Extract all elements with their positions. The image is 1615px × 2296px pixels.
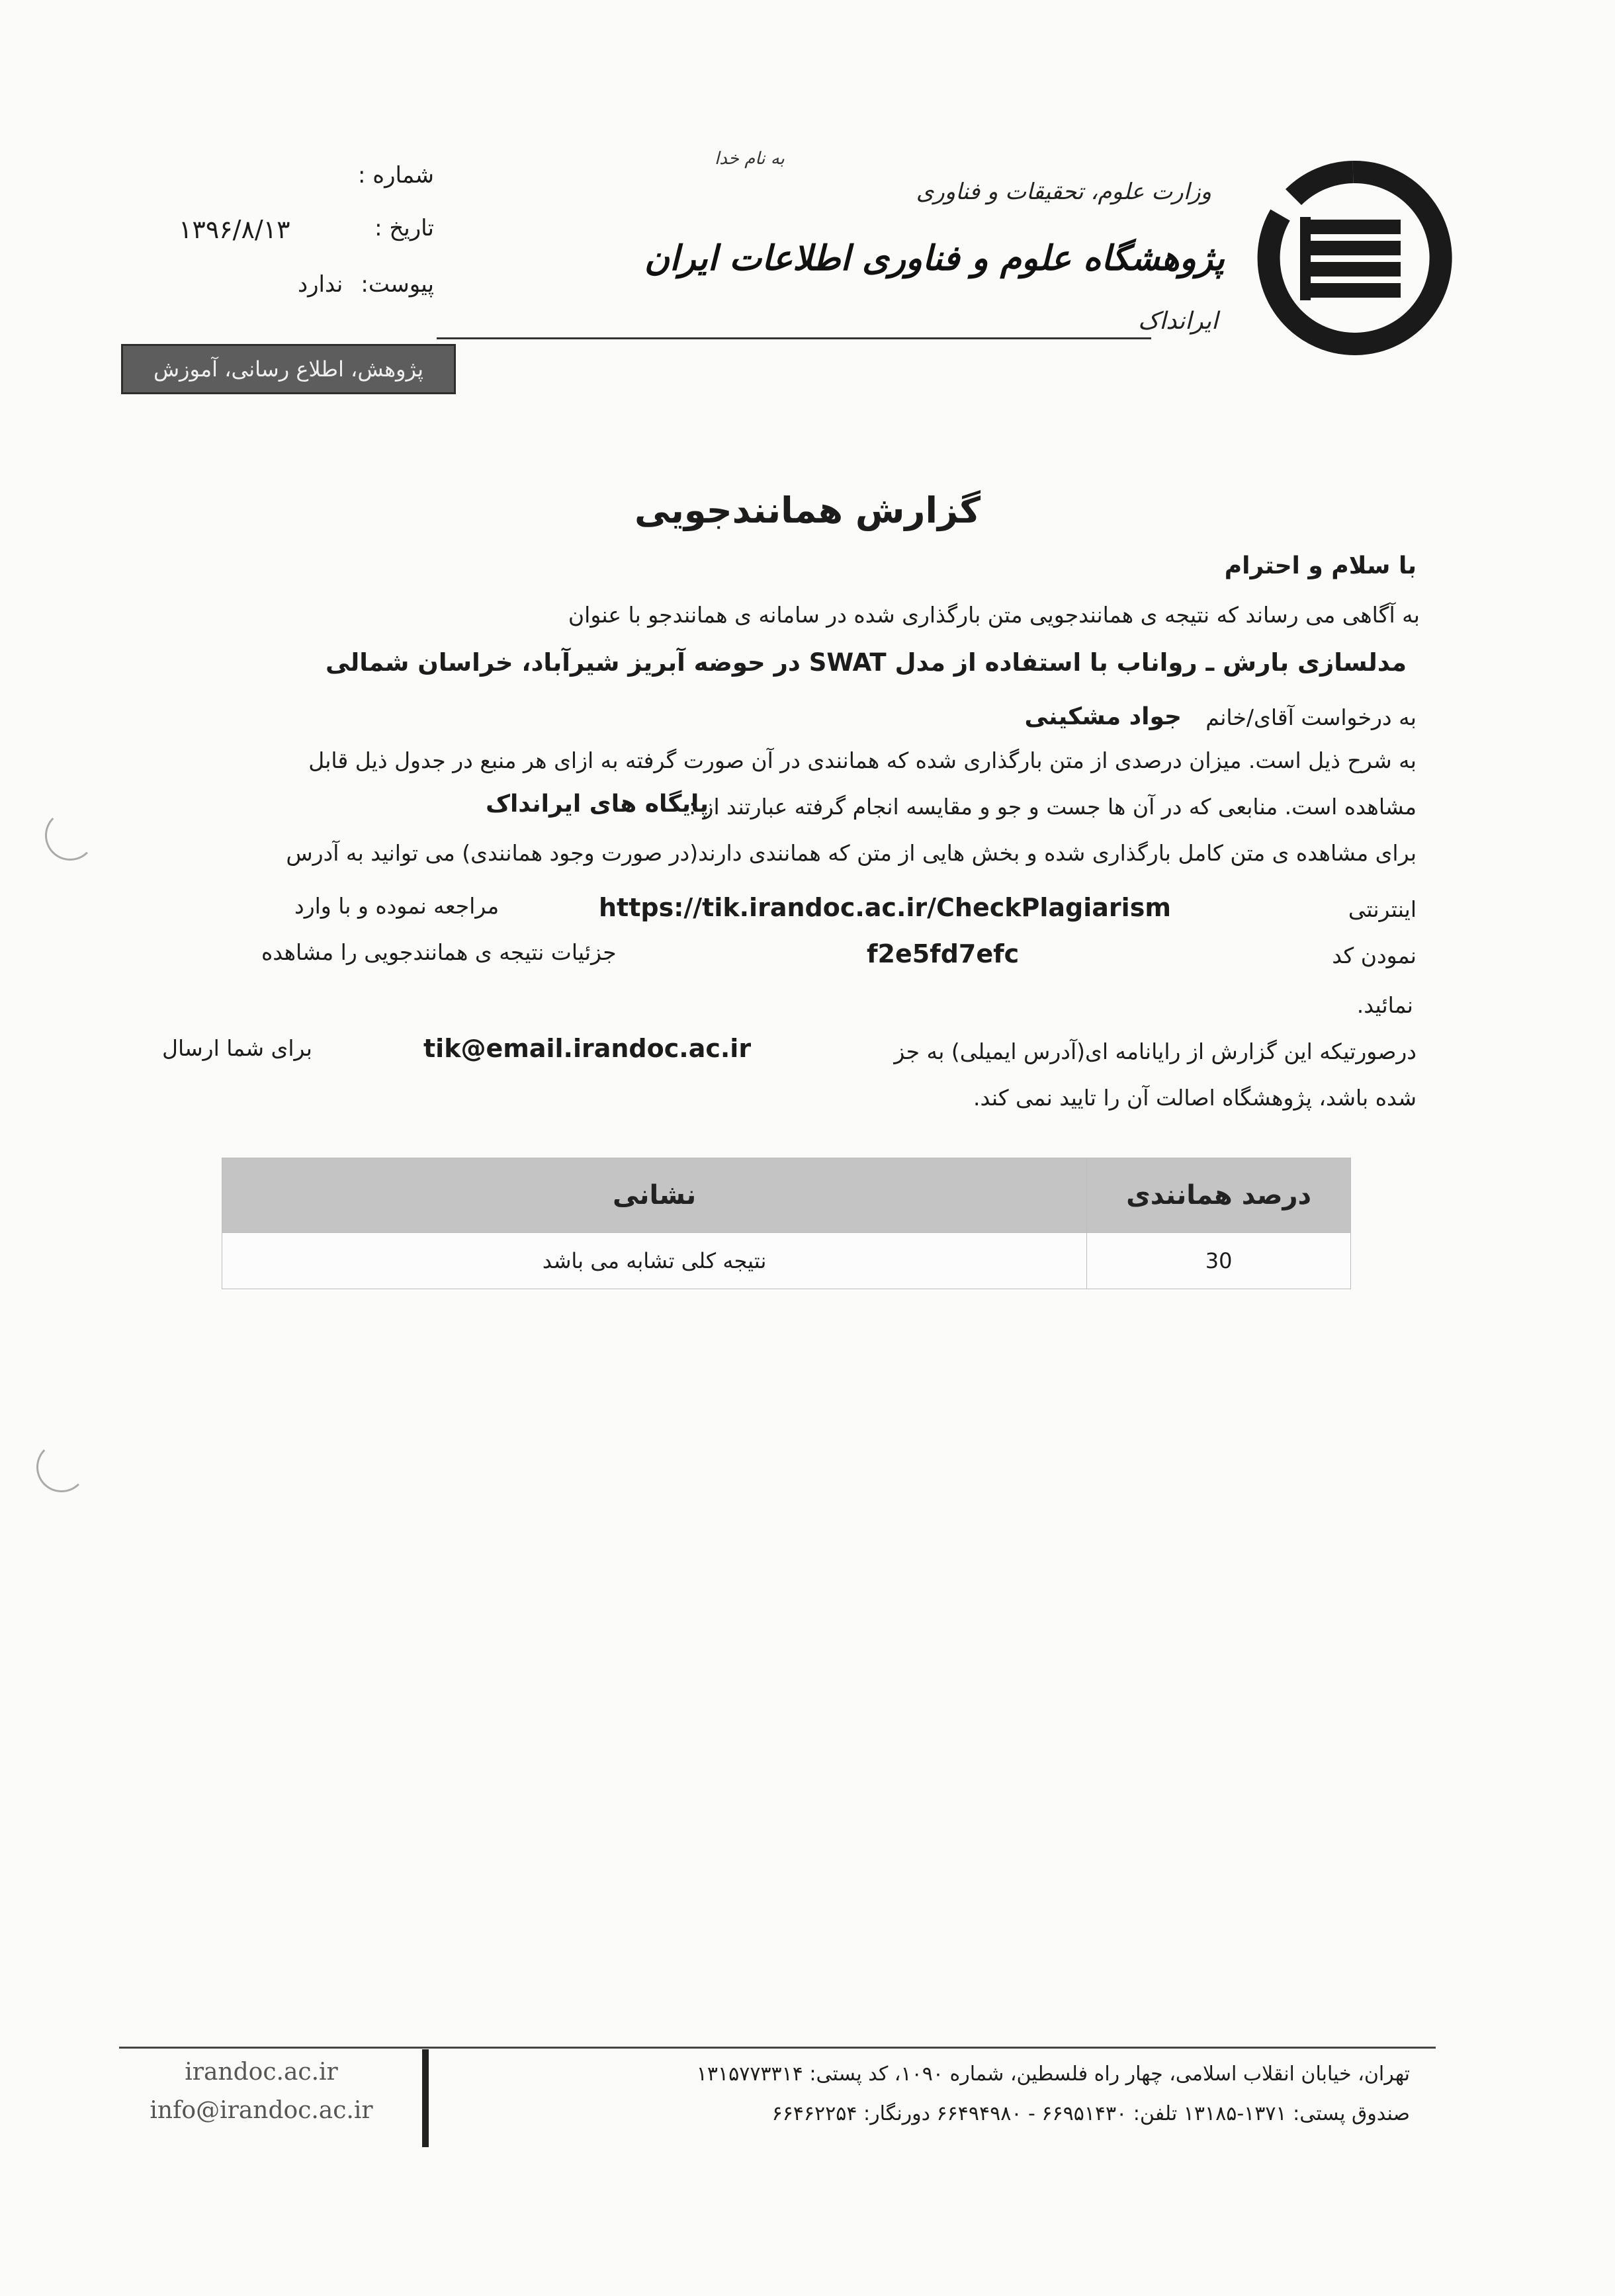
footer-email[interactable]: info@irandoc.ac.ir — [150, 2097, 373, 2124]
tracking-code: f2e5fd7efc — [867, 939, 1020, 968]
letter-date-label: تاریخ : — [374, 215, 434, 241]
similarity-cell: 30 — [1087, 1233, 1351, 1289]
body-line-intro: به آگاهی می رساند که نتیجه ی همانندجویی متن بارگذاری شده در سامانه ی همانندجو با عنوان — [568, 602, 1420, 628]
letter-date-value: ۱۳۹۶/۸/۱۳ — [179, 215, 290, 244]
body-line-results: به شرح ذیل است. میزان درصدی از متن بارگذاری شده که همانندی در آن صورت گرفته به ازای هر منبع در جدول ذیل قابل — [308, 747, 1417, 773]
department-banner: پژوهش، اطلاع رسانی، آموزش — [121, 344, 456, 394]
similarity-table — [222, 1158, 1351, 1289]
footer-website[interactable]: irandoc.ac.ir — [185, 2059, 338, 2086]
address-cell: نتیجه کلی تشابه می باشد — [222, 1233, 1087, 1289]
requester-prefix: به درخواست آقای/خانم — [1205, 704, 1417, 730]
plagiarism-check-url[interactable]: https://tik.irandoc.ac.ir/CheckPlagiarism — [599, 893, 1171, 922]
email-prefix: درصورتیکه این گزارش از رایانامه ای(آدرس ایمیلی) به جز — [894, 1039, 1417, 1064]
body-line-do: نمائید. — [1356, 992, 1413, 1018]
internet-word: اینترنتی — [1348, 896, 1417, 922]
header-rule — [437, 337, 1151, 339]
punch-hole-mark — [45, 810, 95, 861]
url-suffix: مراجعه نموده و با وارد — [294, 893, 500, 919]
body-line-sources: مشاهده است. منابعی که در آن ها جست و جو و مقایسه انجام گرفته عبارتند از : — [688, 794, 1417, 820]
email-suffix: برای شما ارسال — [162, 1035, 312, 1061]
attachment-label: پیوست: — [361, 271, 434, 298]
code-prefix: نمودن کد — [1332, 943, 1417, 968]
ministry-name: وزارت علوم، تحقیقات و فناوری — [916, 179, 1211, 205]
footer-rule — [119, 2047, 1436, 2049]
body-line-view: برای مشاهده ی متن کامل بارگذاری شده و بخش هایی از متن که همانندی دارند(در صورت وجود همانندی) می توانید به آدرس — [286, 840, 1417, 866]
column-header-address: نشانی — [222, 1158, 1087, 1233]
letter-number-label: شماره : — [358, 162, 434, 189]
footer-contact-numbers: صندوق پستی: ۱۳۷۱-۱۳۱۸۵ تلفن: ۶۶۹۵۱۴۳۰ - ۶۶۴۹۴۹۸۰ دورنگار: ۶۶۴۶۲۲۵۴ — [771, 2102, 1410, 2125]
bismillah-text: به نام خدا — [715, 149, 785, 169]
greeting: با سلام و احترام — [1224, 552, 1417, 579]
institute-abbreviation: ایرانداک — [1137, 308, 1218, 335]
attachment-value: ندارد — [298, 271, 343, 298]
requester-name: جواد مشکینی — [1024, 703, 1182, 730]
table-row — [222, 1233, 1351, 1289]
institute-name: پژوهشگاه علوم و فناوری اطلاعات ایران — [644, 238, 1225, 278]
thesis-title: مدلسازی بارش ـ رواناب با استفاده از مدل SWAT در حوضه آبریز شیرآباد، خراسان شمالی — [325, 648, 1407, 677]
punch-hole-mark — [36, 1442, 87, 1492]
code-suffix: جزئیات نتیجه ی همانندجویی را مشاهده — [261, 939, 617, 965]
report-title: گزارش همانندجویی — [634, 489, 981, 531]
official-email[interactable]: tik@email.irandoc.ac.ir — [423, 1034, 752, 1063]
footer-divider — [422, 2049, 429, 2147]
sources-list: پایگاه های ایرانداک — [486, 790, 709, 818]
table-header-row — [222, 1158, 1351, 1233]
body-line-authenticity: شده باشد، پژوهشگاه اصالت آن را تایید نمی کند. — [973, 1085, 1417, 1111]
footer-address: تهران، خیابان انقلاب اسلامی، چهار راه فلسطین، شماره ۱۰۹۰، کد پستی: ۱۳۱۵۷۷۳۳۱۴ — [696, 2062, 1410, 2086]
column-header-similarity: درصد همانندی — [1087, 1158, 1351, 1233]
irandoc-logo — [1254, 159, 1452, 357]
